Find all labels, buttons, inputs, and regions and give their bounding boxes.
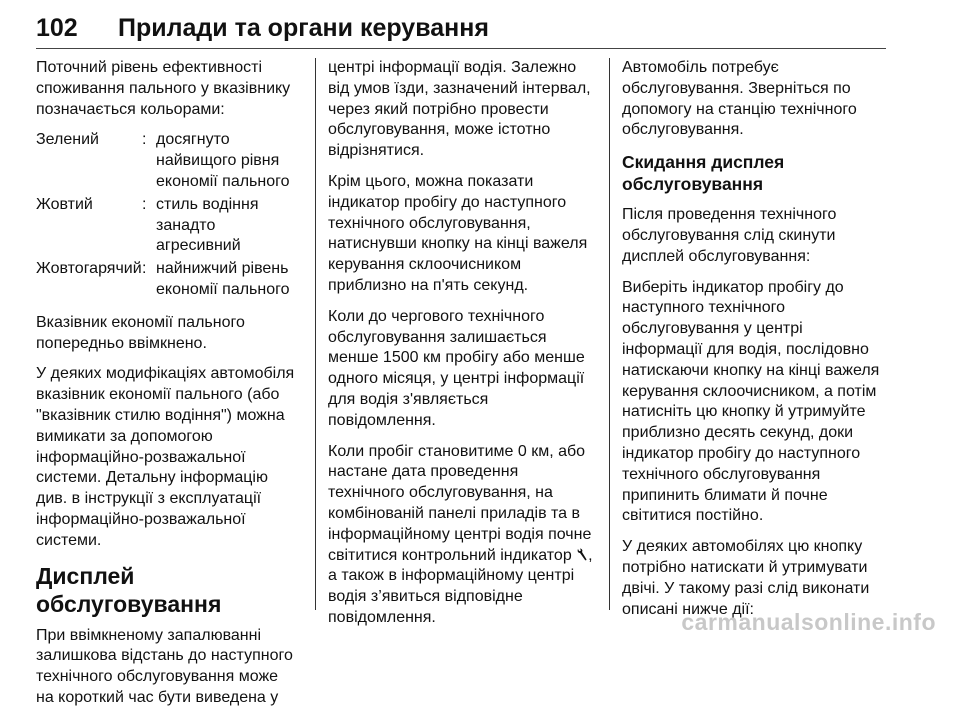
def-desc-green: досягнуто найвищого рівня економії пального xyxy=(156,131,290,190)
def-desc-orange: найнижчий рівень економії пального xyxy=(156,260,290,298)
page-number: 102 xyxy=(36,14,78,42)
def-desc-yellow: стиль водіння занадто агресивний xyxy=(156,195,259,255)
def-term-orange: Жовтогарячий xyxy=(36,260,142,278)
paragraph: Вказівник економії пального попередньо ввімкнено. xyxy=(36,313,245,352)
column-divider-1 xyxy=(315,58,316,610)
section-heading-service-display: Дисплей обслуговування xyxy=(36,562,222,617)
column-1 xyxy=(36,58,304,719)
watermark: carmanualsonline.info xyxy=(681,609,936,635)
page-title: Прилади та органи керування xyxy=(118,14,489,42)
paragraph: При ввімкненому запалюванні залишкова відстань до наступного технічного обслуговування може на короткий час бути виведена у xyxy=(36,626,293,706)
intro-paragraph: Поточний рівень ефективності споживання пального у вказівнику позначається кольорами: xyxy=(36,59,291,118)
column-2 xyxy=(328,58,596,639)
paragraph: Автомобіль потребує обслуговування. Зверніться по допомогу на станцію технічного обслуговування. xyxy=(622,59,857,139)
paragraph-part: , а також в інформаційному центрі водія з’явиться відповідне повідомлення. xyxy=(328,546,593,626)
def-term-green: Зелений xyxy=(36,131,99,149)
header-rule xyxy=(36,48,886,49)
page-header xyxy=(36,14,886,52)
paragraph: Виберіть індикатор пробігу до наступного технічного обслуговування у центрі інформації для водія, послідовно натискаючи кнопку на кінці важеля керування склоочисником, а потім натисніть цю кнопку й утримуйте приблизно десять секунд, доки індикатор пробігу до наступного технічного обслуговування припинить блимати й почне світитися постійно. xyxy=(622,278,880,525)
paragraph: Після проведення технічного обслуговування слід скинути дисплей обслуговування: xyxy=(622,206,837,265)
column-3 xyxy=(622,58,892,630)
paragraph-part: Коли пробіг становитиме 0 км, або настане дата проведення технічного обслуговування, на комбінованій панелі приладів та в інформаційному центрі водія почне світитися контрольний індикатор xyxy=(328,442,592,564)
paragraph: центрі інформації водія. Залежно від умов їзди, зазначений інтервал, через який потрібно провести обслуговування, може істотно відрізнятися. xyxy=(328,59,591,160)
def-sep: : xyxy=(142,131,147,149)
def-sep: : xyxy=(142,260,147,278)
paragraph: Крім цього, можна показати індикатор пробігу до наступного технічного обслуговування, натиснувши кнопку на кінці важеля керування склоочисником приблизно на п'ять секунд. xyxy=(328,172,588,294)
column-divider-2 xyxy=(609,58,610,610)
paragraph: У деяких автомобілях цю кнопку потрібно натискати й утримувати двічі. У такому разі слід виконати описані нижче дії: xyxy=(622,538,870,618)
paragraph xyxy=(328,442,596,629)
paragraph: Коли до чергового технічного обслуговування залишається менше 1500 км пробігу або менше одного місяця, у центрі інформації для водія з'являється повідомлення. xyxy=(328,307,585,429)
def-term-yellow: Жовтий xyxy=(36,195,93,213)
color-definitions xyxy=(36,130,304,302)
wrench-icon xyxy=(576,548,588,562)
section-heading-reset: Скидання дисплея обслуговування xyxy=(622,152,785,195)
paragraph: У деяких модифікаціях автомобіля вказівник економії пального (або "вказівник стилю водіння") можна вимикати за допомогою інформаційно-розважальної системи. Детальну інформацію див. в інструкції з експлуатації інформаційно-розважальної системи. xyxy=(36,365,295,549)
def-sep: : xyxy=(142,195,147,213)
